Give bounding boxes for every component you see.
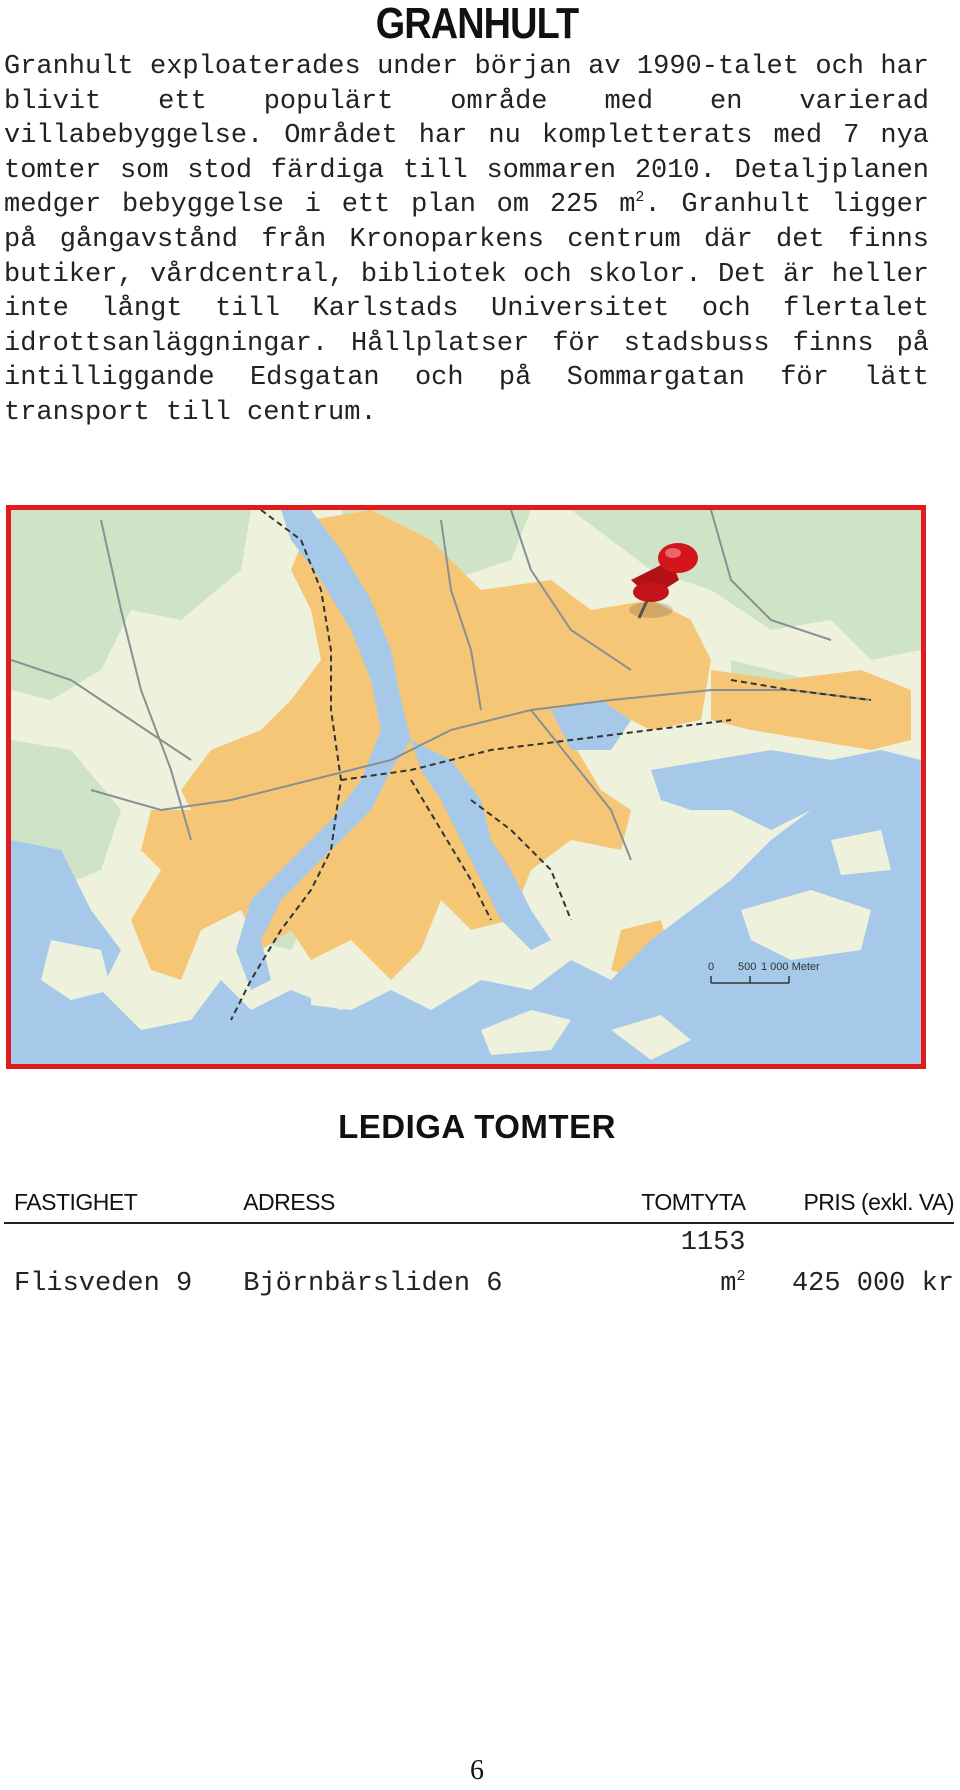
intro-text-part-2: . Granhult ligger på gångavstånd från Kronoparkens centrum där det finns butiker, vårdcentral, bibliotek och skolor. Det är heller inte långt till Karlstads Universitet och flertalet idrottsanläggningar. Hållplatser för stadsbuss finns på intilliggande Edsgatan och på Sommargatan för lätt transport till centrum. [4, 190, 930, 428]
page-title: GRANHULT [375, 0, 579, 48]
cell-pris: 425 000 kr [791, 1269, 954, 1299]
cell-adress: Björnbärsliden 6 [243, 1269, 503, 1299]
scale-label-1000: 1 000 Meter [761, 961, 820, 973]
intro-superscript: 2 [635, 189, 645, 207]
page-number: 6 [470, 1755, 484, 1786]
header-adress: ADRESS [233, 1185, 575, 1223]
tomtyta-unit: m [720, 1269, 737, 1299]
cell-fastighet: Flisveden 9 [14, 1269, 193, 1299]
cell-tomtyta [575, 1223, 746, 1301]
lots-table [4, 1185, 954, 1301]
header-pris: PRIS (exkl. VA) [746, 1185, 954, 1223]
scale-label-500: 500 [738, 961, 757, 973]
header-fastighet: FASTIGHET [4, 1185, 233, 1223]
location-map [6, 505, 926, 1069]
tomtyta-value: 1153 [680, 1228, 746, 1258]
intro-text-part-1: Granhult exploaterades under början av 1990-talet och har blivit ett populärt område med en varierad villabebyggelse. Området har nu kompletterats med 7 nya tomter som stod färdiga till sommaren 2010. Detaljplanen medger bebyggelse i ett plan om 225 m [4, 52, 929, 221]
tomtyta-sup: 2 [736, 1268, 746, 1285]
header-tomtyta: TOMTYTA [575, 1185, 746, 1223]
map-graphic [11, 510, 921, 1064]
intro-paragraph [4, 50, 929, 431]
table-header-row [4, 1185, 954, 1223]
scale-label-0: 0 [708, 961, 715, 973]
available-lots-heading: LEDIGA TOMTER [338, 1108, 616, 1145]
table-row [4, 1223, 954, 1301]
